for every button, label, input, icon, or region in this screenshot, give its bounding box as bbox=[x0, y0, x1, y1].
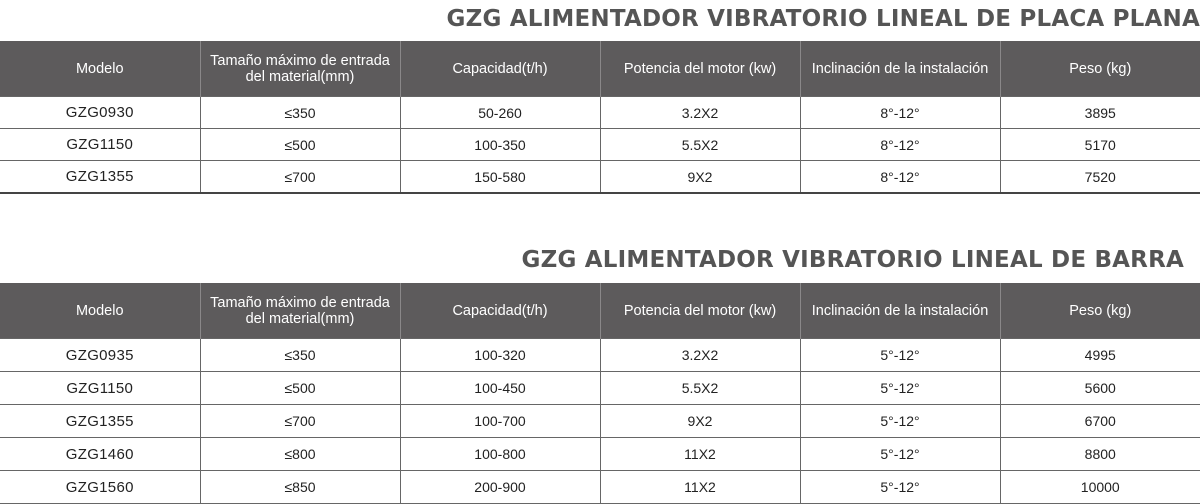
cell-modelo: GZG1355 bbox=[0, 405, 200, 438]
cell-modelo: GZG1150 bbox=[0, 129, 200, 161]
cell-potencia: 9X2 bbox=[600, 161, 800, 194]
header-peso: Peso (kg) bbox=[1000, 41, 1200, 97]
cell-potencia: 5.5X2 bbox=[600, 372, 800, 405]
cell-inclinacion: 8°-12° bbox=[800, 161, 1000, 194]
cell-peso: 8800 bbox=[1000, 438, 1200, 471]
header-tamano: Tamaño máximo de entrada del material(mm) bbox=[200, 41, 400, 97]
cell-potencia: 3.2X2 bbox=[600, 339, 800, 372]
cell-tamano: ≤350 bbox=[200, 97, 400, 129]
cell-tamano: ≤700 bbox=[200, 161, 400, 194]
cell-modelo: GZG1460 bbox=[0, 438, 200, 471]
cell-modelo: GZG1150 bbox=[0, 372, 200, 405]
table-row bbox=[0, 438, 1200, 471]
spec-table-barra bbox=[0, 283, 1200, 504]
cell-capacidad: 150-580 bbox=[400, 161, 600, 194]
cell-inclinacion: 5°-12° bbox=[800, 339, 1000, 372]
table-row bbox=[0, 97, 1200, 129]
table-row bbox=[0, 471, 1200, 504]
cell-modelo: GZG1560 bbox=[0, 471, 200, 504]
cell-inclinacion: 8°-12° bbox=[800, 129, 1000, 161]
cell-inclinacion: 5°-12° bbox=[800, 372, 1000, 405]
cell-potencia: 11X2 bbox=[600, 438, 800, 471]
header-inclinacion: Inclinación de la instalación bbox=[800, 41, 1000, 97]
cell-peso: 5170 bbox=[1000, 129, 1200, 161]
table-row bbox=[0, 339, 1200, 372]
cell-inclinacion: 8°-12° bbox=[800, 97, 1000, 129]
cell-inclinacion: 5°-12° bbox=[800, 405, 1000, 438]
table-row bbox=[0, 161, 1200, 194]
cell-capacidad: 100-700 bbox=[400, 405, 600, 438]
cell-potencia: 9X2 bbox=[600, 405, 800, 438]
cell-peso: 6700 bbox=[1000, 405, 1200, 438]
header-capacidad: Capacidad(t/h) bbox=[400, 283, 600, 339]
header-peso: Peso (kg) bbox=[1000, 283, 1200, 339]
spec-table-placa-plana bbox=[0, 41, 1200, 194]
cell-tamano: ≤500 bbox=[200, 129, 400, 161]
header-modelo: Modelo bbox=[0, 283, 200, 339]
header-potencia: Potencia del motor (kw) bbox=[600, 41, 800, 97]
cell-potencia: 5.5X2 bbox=[600, 129, 800, 161]
cell-peso: 4995 bbox=[1000, 339, 1200, 372]
cell-tamano: ≤700 bbox=[200, 405, 400, 438]
cell-inclinacion: 5°-12° bbox=[800, 471, 1000, 504]
cell-potencia: 3.2X2 bbox=[600, 97, 800, 129]
cell-modelo: GZG0935 bbox=[0, 339, 200, 372]
cell-peso: 3895 bbox=[1000, 97, 1200, 129]
table-header-row bbox=[0, 283, 1200, 339]
cell-modelo: GZG1355 bbox=[0, 161, 200, 194]
cell-capacidad: 100-320 bbox=[400, 339, 600, 372]
section-title-placa-plana: GZG ALIMENTADOR VIBRATORIO LINEAL DE PLACA PLANA bbox=[446, 6, 1200, 32]
cell-potencia: 11X2 bbox=[600, 471, 800, 504]
cell-capacidad: 200-900 bbox=[400, 471, 600, 504]
table-row bbox=[0, 372, 1200, 405]
header-potencia: Potencia del motor (kw) bbox=[600, 283, 800, 339]
header-tamano: Tamaño máximo de entrada del material(mm) bbox=[200, 283, 400, 339]
table-row bbox=[0, 129, 1200, 161]
cell-capacidad: 50-260 bbox=[400, 97, 600, 129]
header-inclinacion: Inclinación de la instalación bbox=[800, 283, 1000, 339]
cell-tamano: ≤800 bbox=[200, 438, 400, 471]
cell-peso: 5600 bbox=[1000, 372, 1200, 405]
cell-inclinacion: 5°-12° bbox=[800, 438, 1000, 471]
cell-peso: 7520 bbox=[1000, 161, 1200, 194]
cell-tamano: ≤350 bbox=[200, 339, 400, 372]
cell-tamano: ≤850 bbox=[200, 471, 400, 504]
cell-peso: 10000 bbox=[1000, 471, 1200, 504]
cell-modelo: GZG0930 bbox=[0, 97, 200, 129]
cell-tamano: ≤500 bbox=[200, 372, 400, 405]
header-capacidad: Capacidad(t/h) bbox=[400, 41, 600, 97]
cell-capacidad: 100-450 bbox=[400, 372, 600, 405]
header-modelo: Modelo bbox=[0, 41, 200, 97]
table-row bbox=[0, 405, 1200, 438]
table-header-row bbox=[0, 41, 1200, 97]
section-title-barra: GZG ALIMENTADOR VIBRATORIO LINEAL DE BARRA bbox=[521, 247, 1184, 273]
cell-capacidad: 100-800 bbox=[400, 438, 600, 471]
cell-capacidad: 100-350 bbox=[400, 129, 600, 161]
